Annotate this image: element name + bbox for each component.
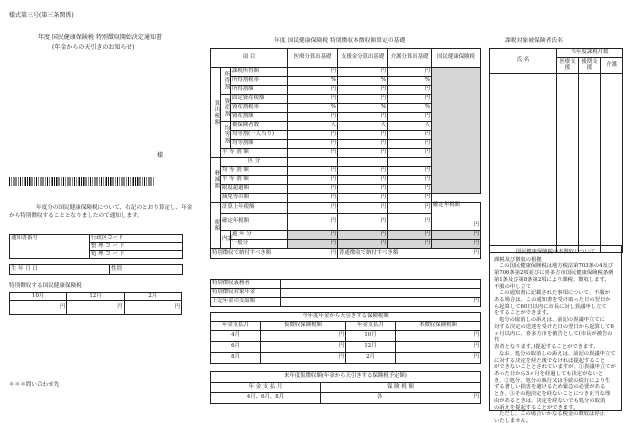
cell-unit: 円 (338, 131, 388, 140)
paid-normal-text: 普通徴収で納付すべき額 (339, 249, 399, 256)
asset-label: 資産割 (221, 95, 231, 122)
annual-tax-yen: 円 (473, 222, 480, 229)
row-label: 所得割税率 (231, 77, 288, 86)
note-line: ができないこととされていますが、①異議申立てが (494, 364, 616, 371)
cell-unit: 円 (288, 149, 338, 158)
equal-label: 均等割 (221, 122, 231, 149)
next-amount-cell (321, 393, 481, 404)
pension-value (281, 289, 481, 298)
birth-label: 生 年 月 日 (10, 265, 110, 275)
amount-oct: 円 (10, 301, 67, 315)
cell-unit: 円 (288, 194, 338, 203)
total-row-label: 計算上年税額 (221, 203, 288, 214)
month-oct: 10月 (10, 293, 67, 301)
amount-cell: 円 (261, 353, 346, 364)
note-line: 表者となります。)提起することができます。 (494, 344, 599, 351)
cell-unit: 円 (432, 231, 481, 240)
note-line: 処分の取消しの訴えは、前記の異議申立てに (499, 317, 605, 324)
note-line: ら起算して60日以内に市長に対し異議申し立て (494, 303, 607, 310)
cell-unit: 円 (288, 231, 338, 240)
month-count-header: 当年度課税月数 (557, 49, 623, 58)
cell-unit: 人 (338, 122, 388, 131)
cell-unit: 円 (338, 214, 388, 231)
cell-unit: % (338, 77, 388, 86)
cell-unit: % (288, 104, 338, 113)
cell-unit: 円 (338, 68, 388, 77)
cell-unit: 円 (388, 203, 432, 214)
notice-number-label: 通知書番号 (10, 235, 90, 259)
cell-unit: 円 (338, 203, 388, 214)
col-item: 項 目 (211, 49, 288, 68)
amount-cell: 円 (396, 353, 481, 364)
col-provisional: 仮徴収保険税額 (261, 322, 346, 331)
cell-unit: % (388, 104, 432, 113)
note-line: 第1条及び第8条第2項により課税、徴収します。 (494, 276, 610, 283)
empty-cell (388, 158, 432, 167)
note-line: あった日から3ヶ月を経過しても決定がないと (494, 370, 604, 377)
insured-label: 特別徴収義務者 (211, 280, 281, 289)
cell-unit: 円 (338, 86, 388, 95)
empty-cell (338, 158, 388, 167)
cell-unit: 円 (338, 185, 388, 194)
annual-tax-label: 確定年税額 (221, 214, 288, 231)
cell-unit: 円 (288, 185, 338, 194)
addressee-suffix: 様 (157, 152, 164, 159)
cell-unit: 円 (288, 214, 338, 231)
row-label: 資産割税率 (231, 104, 288, 113)
pension-info-table (210, 279, 481, 307)
next-col-month: 年 金 支 払 月 (211, 383, 321, 393)
cell-unit: 円 (388, 214, 432, 231)
calc-title: 年度 国民健康保険税 特別徴収本徴収額算定の基礎 (274, 38, 406, 44)
cell-unit: 円 (288, 176, 338, 185)
amount-dec: 円 (67, 301, 124, 315)
prev-payment-yen: 円 (281, 298, 481, 307)
reduction-row: 平 等 割 額 (221, 176, 288, 185)
next-yen: 円 (473, 394, 479, 401)
postal-barcode (9, 177, 154, 186)
name-header: 氏 名 (490, 49, 557, 74)
reduction-row: 均 等 割 額 (221, 167, 288, 176)
month-cell: 2月 (346, 353, 396, 364)
row-label: 被保険者数 (231, 122, 288, 131)
count-cell (579, 74, 601, 253)
cell-unit: 円 (432, 240, 481, 249)
month-cell: 4月 (211, 331, 261, 342)
row-label: 平 等 割 額 (221, 149, 288, 158)
cell-unit: 円 (288, 86, 338, 95)
intro-text-1: 年度分の国民健康保険税について、右記のとおり算定し、年金 (36, 205, 193, 211)
cell-unit: 円 (388, 194, 432, 203)
insured-list-title: 課税対象被保険者氏名 (505, 38, 563, 44)
cell-unit: 円 (338, 95, 388, 104)
cell-unit: 円 (338, 240, 388, 249)
next-year-title: 来年度仮徴収額(年金から天引きする保険税予定額) (211, 372, 481, 383)
amount-cell: 円 (396, 331, 481, 342)
cell-unit: 円 (388, 149, 432, 158)
cell-unit: 円 (388, 231, 432, 240)
month-cell: 12月 (346, 342, 396, 353)
cell-unit: 円 (388, 131, 432, 140)
form-number: 様式第三号(第三条関係) (9, 12, 74, 19)
annual-tax-box-label: 確定年税額 (433, 202, 460, 208)
cell-unit: 円 (288, 140, 338, 149)
tax-group-label: 税額 (211, 203, 221, 249)
cell-unit: 円 (388, 86, 432, 95)
cell-unit: 円 (338, 176, 388, 185)
insured-value (281, 280, 481, 289)
cell-unit: % (288, 77, 338, 86)
cell-unit: 円 (288, 68, 338, 77)
cell-unit: 円 (388, 185, 432, 194)
amount-feb: 円 (124, 301, 181, 315)
special-collection-title: 特別徴収する国民健康保険税 (9, 283, 82, 289)
paid-special-yen: 円 (330, 249, 337, 256)
pension-label: 特別徴収対象年金 (211, 289, 281, 298)
paid-special-label (211, 249, 338, 259)
next-year-table (210, 371, 481, 404)
special-collection-table (9, 292, 182, 315)
notice-title: 年度 国民健康保険税 特別徴収開始決定通知書 (38, 34, 162, 41)
proc-code-label: 処 理 コ ー ド (90, 251, 183, 259)
admin-code-label: 行政区コード (90, 235, 183, 243)
amount-cell: 円 (261, 342, 346, 353)
note-line: き、②処分、処分の執行又は手続の続行により生 (494, 377, 611, 384)
note-line: いたしません。 (494, 417, 532, 424)
this-year-title: 今年度年金から天引きする保険税額 (211, 313, 481, 322)
ref-code-label: 整 理 コ ー ド (90, 243, 183, 251)
count-cell (601, 74, 623, 253)
cell-unit: 円 (388, 167, 432, 176)
note-line: 対する決定の送達を受けた日の翌日から起算して6 (494, 323, 614, 330)
calc-table (210, 48, 481, 259)
note-line: ずる著しい損害を避けるため緊急の必要がある (494, 384, 606, 391)
col-pay-month-2: 年金支払月 (346, 322, 396, 331)
next-months: 4月、6月、8月 (211, 393, 321, 404)
note-line: なお、処分の取消しの訴えは、前記の異議申立て (499, 350, 616, 357)
paid-normal-label (338, 249, 481, 259)
name-cell (490, 74, 557, 253)
month-cell: 8月 (211, 353, 261, 364)
cell-unit: 円 (388, 68, 432, 77)
cell-unit: 人 (288, 122, 338, 131)
col-care: 介護分算出基礎 (388, 49, 432, 68)
cell-unit: % (338, 104, 388, 113)
notice-info-table (9, 234, 183, 259)
count-col-medical: 医療支援 (557, 58, 579, 74)
cell-unit: 円 (338, 194, 388, 203)
count-cell (557, 74, 579, 253)
annual-tax-cell (432, 203, 481, 231)
paid-special-text: 特別徴収で納付すべき額 (212, 249, 272, 256)
row-label: 資産割額 (231, 113, 288, 122)
paid-normal-yen: 円 (473, 249, 480, 256)
amount-cell: 円 (396, 342, 481, 353)
next-col-amount: 保 険 税 額 (321, 383, 481, 393)
cell-unit: 円 (388, 176, 432, 185)
cell-unit: 円 (288, 203, 338, 214)
col-medical: 医療分算出基礎 (288, 49, 338, 68)
cell-unit: 円 (288, 95, 338, 104)
row-label: 固定資産税額 (231, 95, 288, 104)
cell-unit: % (388, 77, 432, 86)
cell-unit: 円 (388, 95, 432, 104)
note-line: この国民健康保険税は地方税法第703条の4及び (499, 263, 614, 270)
birth-table (9, 264, 183, 275)
note-line: 不服の申し立て (494, 283, 532, 290)
notice-subtitle: (年金からの天引きのお知らせ) (52, 44, 135, 51)
calc-group-label: 算出税額 (211, 68, 221, 158)
reduction-group-label: 軽減額 (211, 158, 221, 203)
count-col-latter: 後期支援 (579, 58, 601, 74)
note-line: ヶ月以内に、喜多方市を被告として(市長が被告の代 (494, 330, 613, 344)
note-line: ただし、この場合いかなる税金の徴収は停止 (499, 411, 605, 418)
note-line: をすることができます。 (494, 310, 552, 317)
note-line: に対する決定を経た後でなければ提起すること (494, 357, 606, 364)
cell-unit: 円 (288, 240, 338, 249)
cell-unit: 円 (338, 167, 388, 176)
breakdown-row: 過 年 分 (231, 231, 288, 240)
cell-unit: 円 (288, 113, 338, 122)
breakdown-label: 内訳 (221, 231, 231, 249)
breakdown-row: 一般分 (231, 240, 288, 249)
month-dec: 12月 (67, 293, 124, 301)
col-total: 国民健康保険税 (432, 49, 481, 68)
note-line: 課税及び徴収の根拠 (494, 256, 542, 263)
prev-payment-label: 上記年金の支給額 (211, 298, 281, 307)
row-label: 均等割額 (231, 140, 288, 149)
count-col-care: 介護 (601, 58, 623, 74)
total-shaded (432, 68, 481, 194)
cell-unit: 人 (388, 122, 432, 131)
note-line: この通知書に記載された事項について、不服が (499, 290, 611, 297)
note-line: とき、③その他決定を経ないことにつき正当な理 (494, 391, 611, 398)
col-pay-month-1: 年金支払月 (211, 322, 261, 331)
this-year-table (210, 312, 481, 364)
reduction-col: 区 分 (221, 158, 288, 167)
row-label: 課税所得額 (231, 68, 288, 77)
note-line: ある場合は、この通知書を受け取った日の翌日か (494, 297, 611, 304)
amount-cell: 円 (261, 331, 346, 342)
reduction-row: 限度超過額 (221, 185, 288, 194)
cell-unit: 円 (338, 113, 388, 122)
cell-unit: 円 (388, 240, 432, 249)
note-line: 第706条第2項並びに喜多方市国民健康保険税条例 (494, 270, 614, 277)
month-cell: 10月 (346, 331, 396, 342)
contact-label: ＊＊＊問い合わせ先 (9, 382, 60, 388)
insured-list-table (489, 48, 623, 253)
col-main: 本徴収保険税額 (396, 322, 481, 331)
note-line: 由があるときは、決定を経ないでも処分の取消 (494, 397, 606, 404)
intro-text-2: から特別徴収することとなりましたので通知します。 (9, 213, 143, 219)
cell-unit: 円 (338, 231, 388, 240)
cell-unit: 円 (338, 140, 388, 149)
month-cell: 6月 (211, 342, 261, 353)
col-support: 支援金分算出基礎 (338, 49, 388, 68)
row-label: 所得割額 (231, 86, 288, 95)
gender-label: 性別 (110, 265, 183, 275)
cell-unit: 円 (388, 140, 432, 149)
income-label: 所得割 (221, 68, 231, 95)
notes-title: 国民健康保険税の本徴収について (515, 249, 596, 255)
month-feb: 2月 (124, 293, 181, 301)
cell-unit: 円 (288, 131, 338, 140)
reduction-row: 減免等の額 (221, 194, 288, 203)
note-line: の訴えを提起することができます。 (494, 404, 579, 411)
empty-cell (288, 158, 338, 167)
notes-box (489, 245, 622, 424)
cell-unit: 円 (288, 167, 338, 176)
next-each: 各 (377, 394, 383, 401)
cell-unit: 円 (388, 113, 432, 122)
cell-unit: 円 (338, 149, 388, 158)
row-label: 均等割(一人当り) (231, 131, 288, 140)
